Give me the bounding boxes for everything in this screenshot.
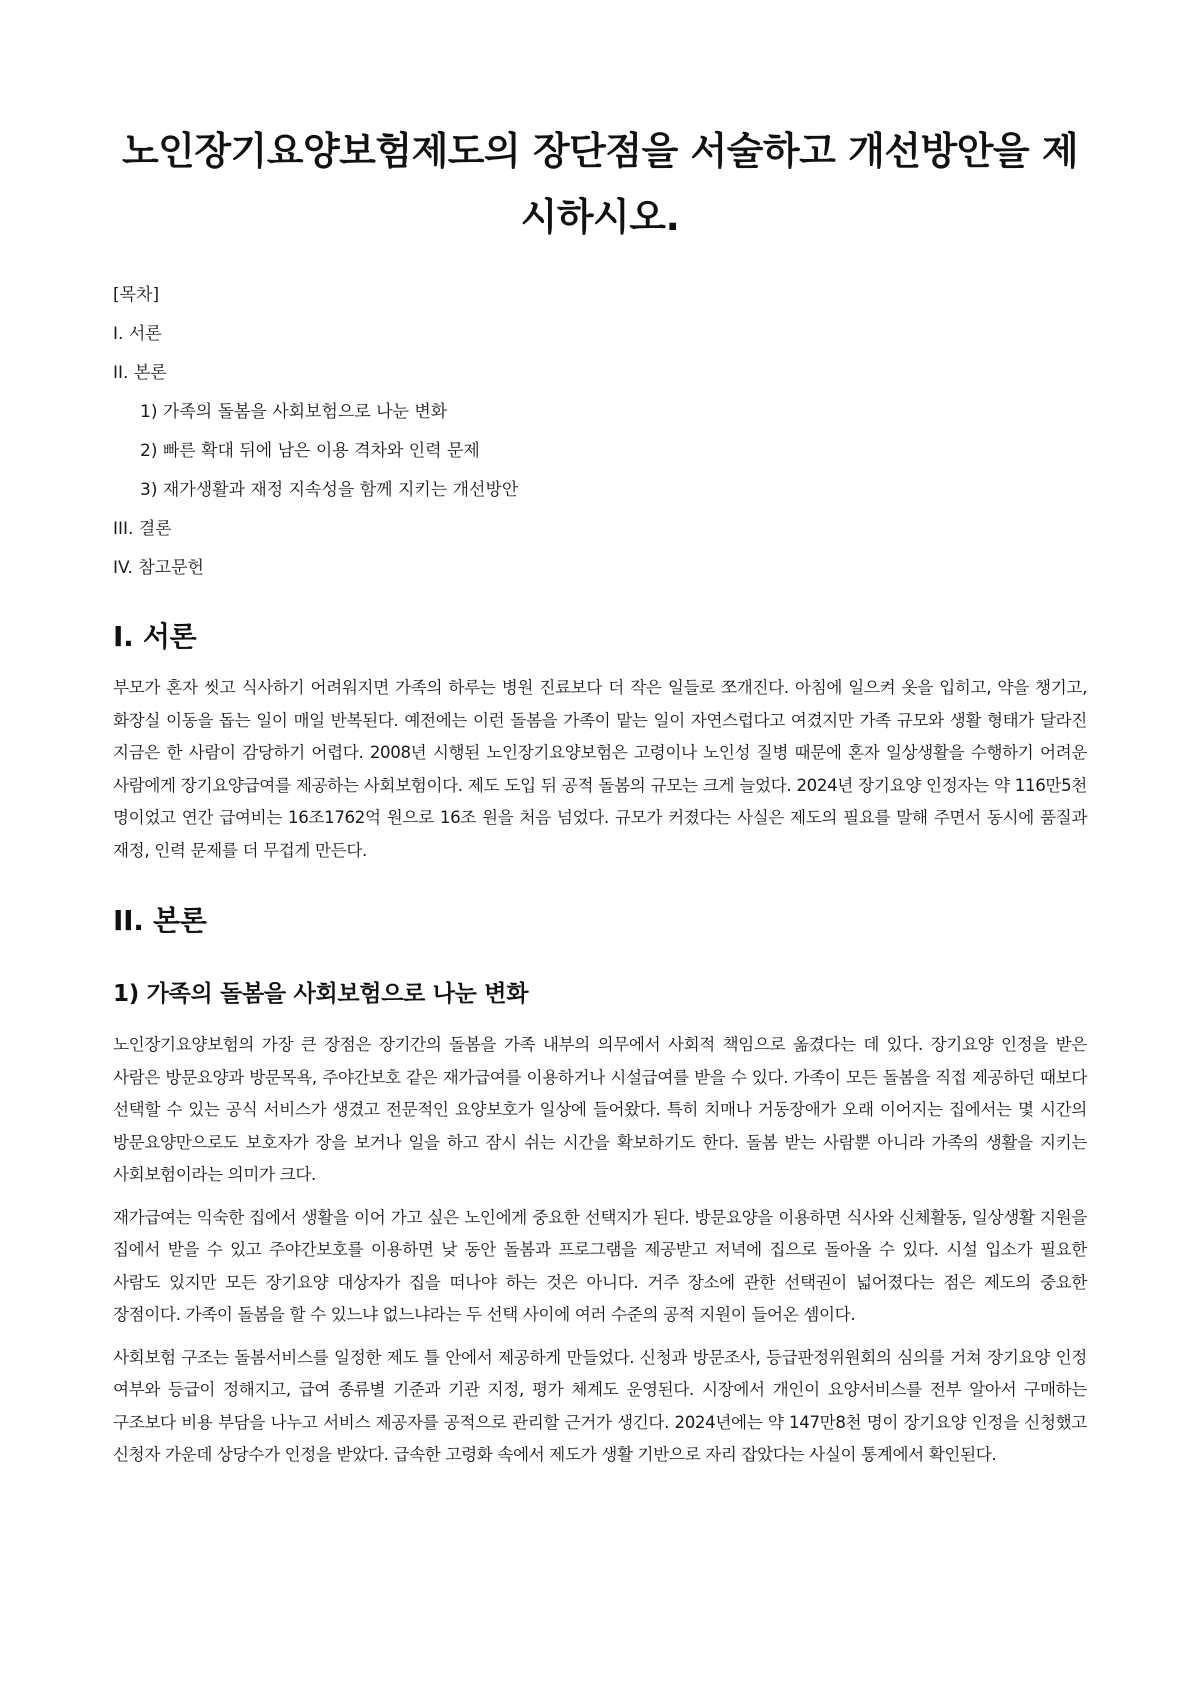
body-paragraph: 노인장기요양보험의 가장 큰 장점은 장기간의 돌봄을 가족 내부의 의무에서 사회적 책임으로 옮겼다는 데 있다. 장기요양 인정을 받은 사람은 방문요양과 방문목욕, 주야간보호 같은 재가급여를 이용하거나 시설급여를 받을 수 있다. 가족이 모든 돌봄을 직접 제공하던 때보다 선택할 수 있는 공식 서비스가 생겼고 전문적인 요양보호가 일상에 들어왔다. 특히 치매나 거동장애가 오래 이어지는 집에서는 몇 시간의 방문요양만으로도 보호자가 장을 보거나 일을 하고 잠시 쉬는 시간을 확보하기도 한다. 돌봄 받는 사람뿐 아니라 가족의 생활을 지키는 사회보험이라는 의미가 크다. <box>113 1035 1087 1184</box>
toc-subitem-2: 2) 빠른 확대 뒤에 남은 이용 격차와 인력 문제 <box>140 441 480 461</box>
toc-item-introduction: I. 서론 <box>113 324 162 344</box>
section-heading-introduction: I. 서론 <box>113 620 197 653</box>
toc-item-conclusion: III. 결론 <box>113 519 172 539</box>
subsection-heading-1: 1) 가족의 돌봄을 사회보험으로 나눈 변화 <box>113 981 529 1007</box>
table-of-contents <box>113 276 1087 588</box>
toc-subitem-1: 1) 가족의 돌봄을 사회보험으로 나눈 변화 <box>140 402 448 422</box>
toc-heading: [목차] <box>113 285 160 305</box>
toc-item-body: II. 본론 <box>113 363 167 383</box>
section-heading-body: II. 본론 <box>113 904 207 937</box>
toc-subitem-3: 3) 재가생활과 재정 지속성을 함께 지키는 개선방안 <box>140 480 519 500</box>
document-title: 노인장기요양보험제도의 장단점을 서술하고 개선방안을 제시하시오. <box>121 129 1079 239</box>
body-paragraph: 사회보험 구조는 돌봄서비스를 일정한 제도 틀 안에서 제공하게 만들었다. 신청과 방문조사, 등급판정위원회의 심의를 거쳐 장기요양 인정 여부와 등급이 정해지고, 급여 종류별 기준과 기관 지정, 평가 체계도 운영된다. 시장에서 개인이 요양서비스를 전부 알아서 구매하는 구조보다 비용 부담을 나누고 서비스 제공자를 공적으로 관리할 근거가 생긴다. 2024년에는 약 147만8천 명이 장기요양 인정을 신청했고 신청자 가운데 상당수가 인정을 받았다. 급속한 고령화 속에서 제도가 생활 기반으로 자리 잡았다는 사실이 통계에서 확인된다. <box>113 1347 1087 1464</box>
introduction-paragraph: 부모가 혼자 씻고 식사하기 어려워지면 가족의 하루는 병원 진료보다 더 작은 일들로 쪼개진다. 아침에 일으켜 옷을 입히고, 약을 챙기고, 화장실 이동을 돕는 일이 매일 반복된다. 예전에는 이런 돌봄을 가족이 맡는 일이 자연스럽다고 여겼지만 가족 규모와 생활 형태가 달라진 지금은 한 사람이 감당하기 어렵다. 2008년 시행된 노인장기요양보험은 고령이나 노인성 질병 때문에 혼자 일상생활을 수행하기 어려운 사람에게 장기요양급여를 제공하는 사회보험이다. 제도 도입 뒤 공적 돌봄의 규모는 크게 늘었다. 2024년 장기요양 인정자는 약 116만5천 명이었고 연간 급여비는 16조1762억 원으로 16조 원을 처음 넘었다. 규모가 커졌다는 사실은 제도의 필요를 말해 주면서 동시에 품질과 재정, 인력 문제를 더 무겁게 만든다. <box>113 678 1087 860</box>
toc-item-references: IV. 참고문헌 <box>113 558 204 578</box>
body-paragraph: 재가급여는 익숙한 집에서 생활을 이어 가고 싶은 노인에게 중요한 선택지가 된다. 방문요양을 이용하면 식사와 신체활동, 일상생활 지원을 집에서 받을 수 있고 주야간보호를 이용하면 낮 동안 돌봄과 프로그램을 제공받고 저녁에 집으로 돌아올 수 있다. 시설 입소가 필요한 사람도 있지만 모든 장기요양 대상자가 집을 떠나야 하는 것은 아니다. 거주 장소에 관한 선택권이 넓어졌다는 점은 제도의 중요한 장점이다. 가족이 돌봄을 할 수 있느냐 없느냐라는 두 선택 사이에 여러 수준의 공적 지원이 들어온 셈이다. <box>113 1207 1087 1324</box>
